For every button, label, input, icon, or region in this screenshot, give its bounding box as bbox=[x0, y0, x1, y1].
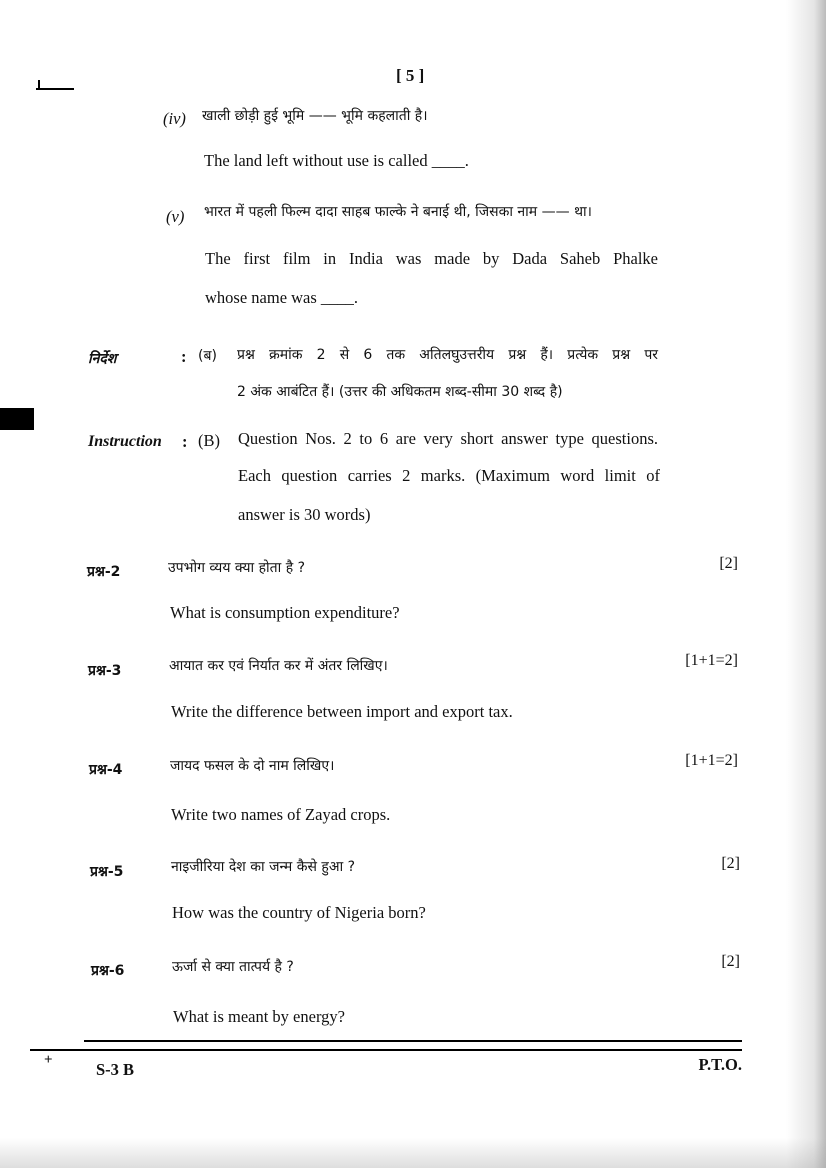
instruction-english-colon: : bbox=[182, 432, 188, 451]
instruction-english-line1: Question Nos. 2 to 6 are very short answer type questions. bbox=[238, 429, 658, 448]
question-3-english: Write the difference between import and export tax. bbox=[171, 702, 513, 721]
scan-shadow-bottom bbox=[0, 1138, 826, 1168]
item-v-english-line2: whose name was ____. bbox=[205, 288, 359, 307]
instruction-hindi-label: निर्देश bbox=[88, 351, 117, 367]
question-5-marks: [2] bbox=[721, 855, 740, 872]
question-6-label: प्रश्न-6 bbox=[91, 963, 125, 979]
instruction-hindi-line1: प्रश्न क्रमांक 2 से 6 तक अतिलघुउत्तरीय प्रश्न हैं। प्रत्येक प्रश्न पर bbox=[237, 347, 658, 363]
instruction-english-line2: Each question carries 2 marks. (Maximum word limit of bbox=[238, 466, 660, 485]
item-v-number: (v) bbox=[166, 207, 185, 226]
top-left-rule bbox=[36, 88, 74, 90]
footer-code: S-3 B bbox=[96, 1060, 135, 1079]
question-6-english: What is meant by energy? bbox=[173, 1007, 345, 1026]
instruction-hindi-line2: 2 अंक आबंटित हैं। (उत्तर की अधिकतम शब्द-सीमा 30 शब्द है) bbox=[237, 384, 563, 400]
footer-plus: + bbox=[44, 1052, 53, 1068]
instruction-english-line3: answer is 30 words) bbox=[238, 505, 371, 524]
item-v-english-line1: The first film in India was made by Dada Saheb Phalke bbox=[205, 249, 658, 268]
left-edge-marker bbox=[0, 408, 34, 430]
item-iv-number: (iv) bbox=[163, 109, 186, 128]
footer-rule-main bbox=[30, 1049, 742, 1051]
question-2-english: What is consumption expenditure? bbox=[170, 603, 400, 622]
item-iv-hindi: खाली छोड़ी हुई भूमि —— भूमि कहलाती है। bbox=[202, 108, 428, 124]
item-v-hindi: भारत में पहली फिल्म दादा साहब फाल्के ने बनाई थी, जिसका नाम —— था। bbox=[204, 204, 592, 220]
question-4-english: Write two names of Zayad crops. bbox=[171, 805, 391, 824]
instruction-hindi-colon: : bbox=[181, 347, 187, 366]
question-2-hindi: उपभोग व्यय क्या होता है ? bbox=[168, 560, 306, 576]
question-3-hindi: आयात कर एवं निर्यात कर में अंतर लिखिए। bbox=[169, 658, 388, 674]
instruction-english-code: (B) bbox=[198, 431, 220, 450]
question-5-label: प्रश्न-5 bbox=[90, 864, 124, 880]
question-4-label: प्रश्न-4 bbox=[89, 762, 123, 778]
question-3-marks: [1+1=2] bbox=[685, 652, 738, 669]
question-5-hindi: नाइजीरिया देश का जन्म कैसे हुआ ? bbox=[171, 859, 356, 875]
instruction-hindi-code: (ब) bbox=[198, 348, 217, 364]
item-iv-english: The land left without use is called ____. bbox=[204, 151, 469, 170]
scan-shadow-right bbox=[786, 0, 826, 1168]
question-2-label: प्रश्न-2 bbox=[87, 564, 121, 580]
footer-pto: P.T.O. bbox=[698, 1055, 742, 1074]
question-6-marks: [2] bbox=[721, 953, 740, 970]
question-4-marks: [1+1=2] bbox=[685, 752, 738, 769]
top-left-tick bbox=[38, 80, 40, 89]
instruction-english-label: Instruction bbox=[88, 433, 162, 450]
question-4-hindi: जायद फसल के दो नाम लिखिए। bbox=[170, 758, 335, 774]
question-2-marks: [2] bbox=[719, 555, 738, 572]
question-5-english: How was the country of Nigeria born? bbox=[172, 903, 426, 922]
question-3-label: प्रश्न-3 bbox=[88, 663, 122, 679]
footer-rule-top bbox=[84, 1040, 742, 1042]
question-6-hindi: ऊर्जा से क्या तात्पर्य है ? bbox=[172, 959, 294, 975]
page-number: [ 5 ] bbox=[396, 66, 425, 85]
